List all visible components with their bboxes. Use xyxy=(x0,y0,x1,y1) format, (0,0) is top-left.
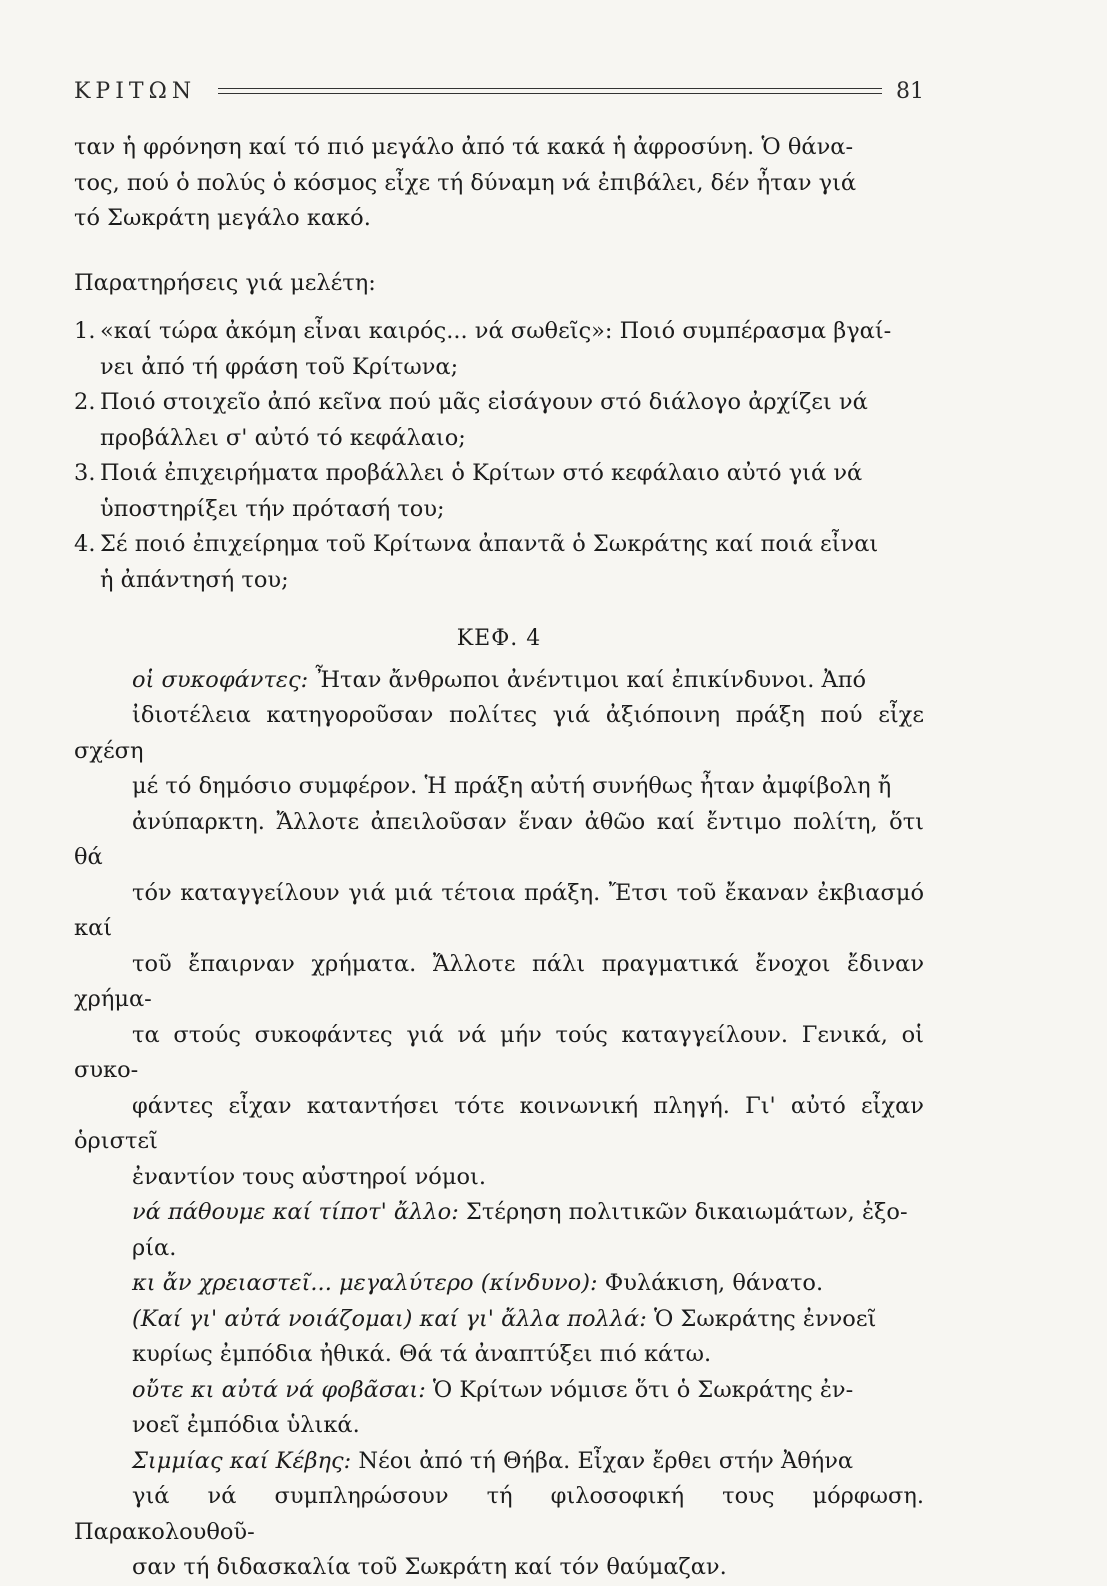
page-body xyxy=(74,130,924,1586)
note-text: Ὁ Κρίτων νόμισε ὅτι ὁ Σωκράτης ἐν- xyxy=(425,1376,854,1403)
text-line: νει ἀπό τή φράση τοῦ Κρίτωνα; xyxy=(100,353,459,380)
study-questions xyxy=(74,314,924,598)
text-line: γιά νά συμπληρώσουν τή φιλοσοφική τους μόρφωση. Παρακολουθοῦ- xyxy=(74,1483,924,1545)
text-line: τος, πού ὁ πολύς ὁ κόσμος εἶχε τή δύναμη νά ἐπιβάλει, δέν ἦταν γιά xyxy=(74,169,857,196)
note-term: νά πάθουμε καί τίποτ' ἄλλο: xyxy=(132,1199,459,1225)
text-line: μέ τό δημόσιο συμφέρον. Ἡ πράξη αὐτή συνήθως ἦταν ἀμφίβολη ἤ xyxy=(132,773,892,799)
text-line: ταν ἡ φρόνηση καί τό πιό μεγάλο ἀπό τά κακά ἡ ἀφροσύνη. Ὁ θάνα- xyxy=(74,134,854,160)
note-paragraph xyxy=(74,1302,924,1373)
text-line: τόν καταγγείλουν γιά μιά τέτοια πράξη. Ἔτσι τοῦ ἔκαναν ἐκβιασμό καί xyxy=(74,879,924,941)
study-heading: Παρατηρήσεις γιά μελέτη: xyxy=(74,269,376,296)
note-term: κι ἄν χρειαστεῖ... μεγαλύτερο (κίνδυνο): xyxy=(132,1270,598,1296)
running-title: ΚΡΙΤΩΝ xyxy=(74,78,197,104)
text-line: κυρίως ἐμπόδια ἠθικά. Θά τά ἀναπτύξει πιό κάτω. xyxy=(132,1341,712,1367)
note-paragraph xyxy=(74,1266,924,1302)
question-number: 2. xyxy=(74,389,96,415)
note-paragraph xyxy=(74,663,924,1196)
question-item xyxy=(74,385,924,456)
note-term: οὔτε κι αὐτά νά φοβᾶσαι: xyxy=(132,1376,426,1403)
double-rule xyxy=(218,88,882,94)
text-line: φάντες εἶχαν καταντήσει τότε κοινωνική πληγή. Γι' αὐτό εἶχαν ὁριστεῖ xyxy=(74,1092,924,1154)
note-text: Φυλάκιση, θάνατο. xyxy=(597,1270,824,1296)
text-line: Ποιό στοιχεῖο ἀπό κεῖνα πού μᾶς εἰσάγουν στό διάλογο ἀρχίζει νά xyxy=(100,389,868,415)
text-line: νοεῖ ἐμπόδια ὑλικά. xyxy=(132,1412,360,1438)
text-line: Σέ ποιό ἐπιχείρημα τοῦ Κρίτωνα ἀπαντᾶ ὁ Σωκράτης καί ποιά εἶναι xyxy=(100,531,879,557)
question-number: 4. xyxy=(74,531,96,557)
question-text xyxy=(100,385,924,456)
note-paragraph xyxy=(74,1373,924,1444)
text-line: ἡ ἀπάντησή του; xyxy=(100,566,289,593)
text-line: τα στούς συκοφάντες γιά νά μήν τούς καταγγείλουν. Γενικά, οἱ συκο- xyxy=(74,1021,924,1083)
note-text: Νέοι ἀπό τή Θήβα. Εἶχαν ἔρθει στήν Ἀθήνα xyxy=(351,1447,854,1474)
note-paragraph xyxy=(74,1444,924,1586)
text-line: ἰδιοτέλεια κατηγοροῦσαν πολίτες γιά ἀξιόποινη πράξη πού εἶχε σχέση xyxy=(74,702,924,764)
note-paragraph xyxy=(74,1195,924,1266)
question-item xyxy=(74,456,924,527)
note-text: Στέρηση πολιτικῶν δικαιωμάτων, ἐξο- xyxy=(458,1199,908,1225)
question-text xyxy=(100,527,924,598)
text-line: ἀνύπαρκτη. Ἄλλοτε ἀπειλοῦσαν ἕναν ἀθῶο καί ἔντιμο πολίτη, ὅτι θά xyxy=(74,808,924,870)
question-item xyxy=(74,314,924,385)
text-line: τό Σωκράτη μεγάλο κακό. xyxy=(74,205,371,231)
question-number: 1. xyxy=(74,318,96,344)
question-text xyxy=(100,456,924,527)
page-number: 81 xyxy=(896,78,924,104)
note-term: (Καί γι' αὐτά νοιάζομαι) καί γι' ἄλλα πολλά: xyxy=(132,1305,647,1332)
text-line: τοῦ ἔπαιρναν χρήματα. Ἄλλοτε πάλι πραγματικά ἔνοχοι ἔδιναν χρήμα- xyxy=(74,950,924,1012)
text-line: ρία. xyxy=(132,1234,177,1261)
text-line: «καί τώρα ἀκόμη εἶναι καιρός... νά σωθεῖς»: Ποιό συμπέρασμα βγαί- xyxy=(100,318,892,344)
text-line: προβάλλει σ' αὐτό τό κεφάλαιο; xyxy=(100,424,466,451)
question-number: 3. xyxy=(74,460,96,486)
intro-paragraph xyxy=(74,130,924,237)
running-head xyxy=(74,74,924,108)
question-text xyxy=(100,314,924,385)
text-line: Ποιά ἐπιχειρήματα προβάλλει ὁ Κρίτων στό κεφάλαιο αὐτό γιά νά xyxy=(100,460,863,486)
note-text: Ἦταν ἄνθρωποι ἀνέντιμοι καί ἐπικίνδυνοι. Ἀπό xyxy=(308,666,867,693)
note-term: Σιμμίας καί Κέβης: xyxy=(132,1447,352,1474)
text-line: ὑποστηρίξει τήν πρότασή του; xyxy=(100,495,445,522)
text-line: σαν τή διδασκαλία τοῦ Σωκράτη καί τόν θαύμαζαν. xyxy=(132,1554,727,1580)
chapter-title: ΚΕΦ. 4 xyxy=(456,626,542,651)
note-text: Ὁ Σωκράτης ἐννοεῖ xyxy=(646,1305,877,1332)
text-line: ἐναντίον τους αὐστηροί νόμοι. xyxy=(132,1163,486,1190)
note-term: οἱ συκοφάντες: xyxy=(132,666,309,693)
question-item xyxy=(74,527,924,598)
